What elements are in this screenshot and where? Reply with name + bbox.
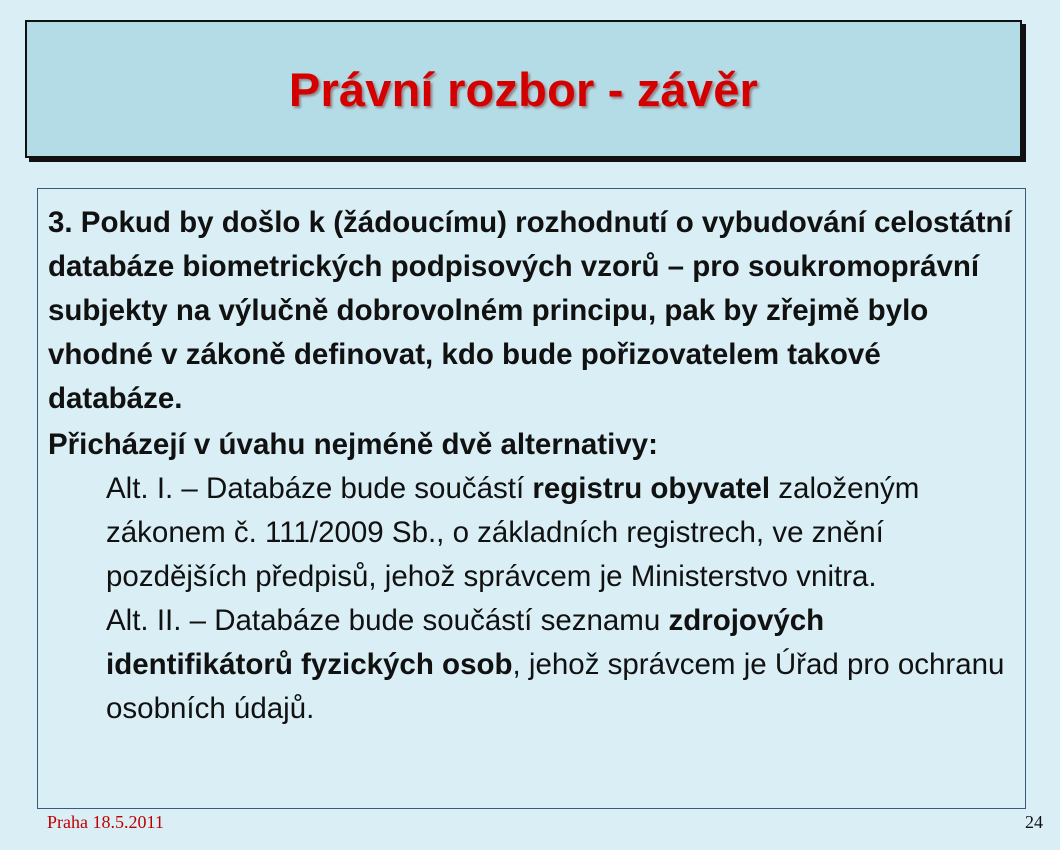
slide-title: Právní rozbor - závěr [288, 62, 759, 116]
content-box [37, 188, 1026, 809]
alt2-prefix: Alt. II. – Databáze bude součástí seznamu [106, 604, 669, 637]
alternatives-intro: Přicházejí v úvahu nejméně dvě alternativy: [48, 428, 658, 461]
point-3-paragraph: 3. Pokud by došlo k (žádoucímu) rozhodnutí o vybudování celostátní databáze biometrických podpisových vzorů – pro soukromoprávní subjekty na výlučně dobrovolném principu, pak by zřejmě bylo vhodné v zákoně definovat, kdo bude pořizovatelem takové databáze. [48, 206, 1012, 415]
alt1-prefix: Alt. I. – Databáze bude součástí [106, 472, 533, 505]
title-box [25, 20, 1022, 158]
alternative-1 [106, 467, 1015, 599]
alternative-2 [106, 599, 1015, 731]
page-number: 24 [1025, 812, 1043, 832]
alt1-suffix: založeným zákonem č. 111/2009 Sb., o základních registrech, ve znění pozdějších předpisů, jehož správcem je Ministerstvo vnitra. [106, 472, 920, 593]
alt1-bold: registru obyvatel [532, 472, 771, 505]
footer-place-date: Praha 18.5.2011 [47, 812, 164, 832]
alt2-suffix: , jehož správcem je Úřad pro ochranu osobních údajů. [106, 648, 1005, 725]
alt2-bold: zdrojových identifikátorů fyzických osob [106, 604, 825, 681]
